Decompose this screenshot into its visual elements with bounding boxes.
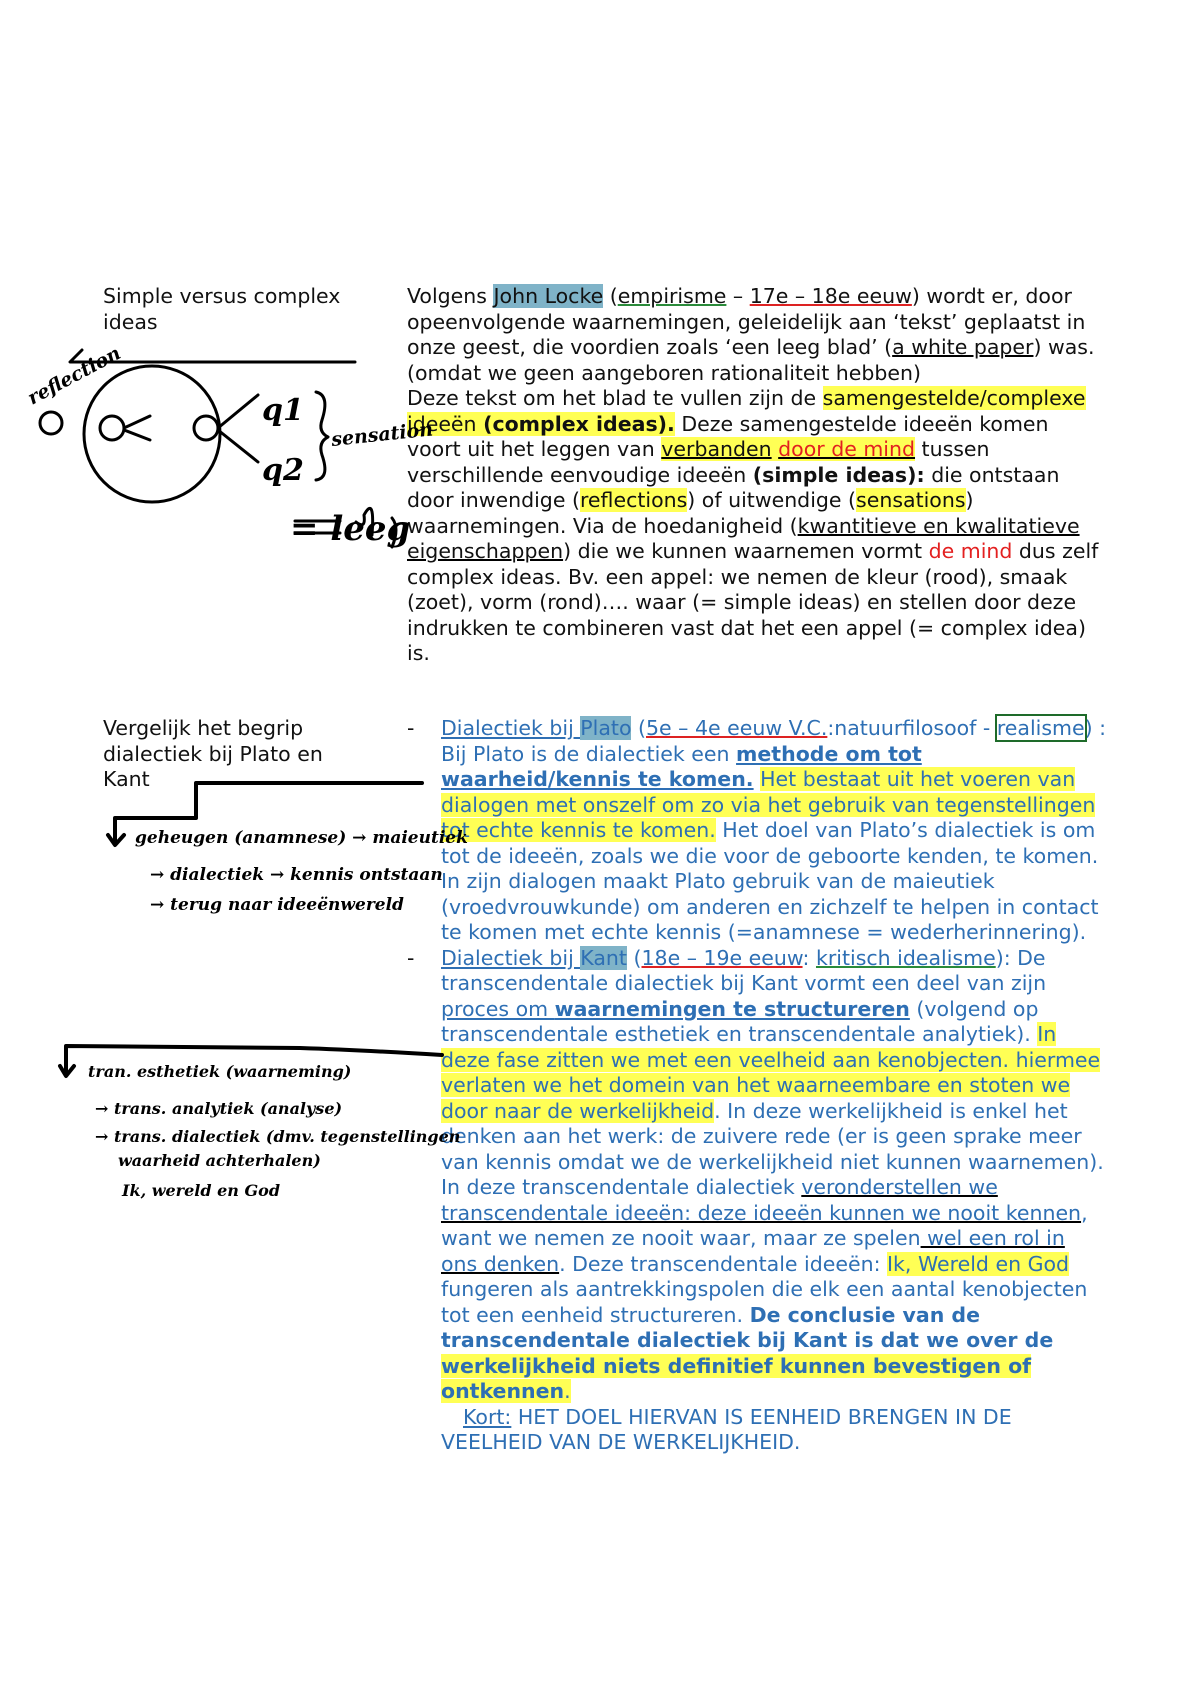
- kant-note-2: → trans. analytiek (analyse): [95, 1099, 343, 1118]
- kant-note-5: Ik, wereld en God: [122, 1181, 281, 1200]
- q2-ink: q2: [262, 453, 304, 488]
- plato-note-2: → dialectiek → kennis ontstaan: [150, 865, 443, 885]
- q1-ink: q1: [262, 393, 304, 428]
- sensation-ink: sensation: [330, 418, 435, 451]
- kant-note-4: waarheid achterhalen): [118, 1151, 321, 1170]
- section-label-simple-complex: Simple versus complex ideas: [103, 284, 341, 334]
- kant-notes: [88, 1062, 460, 1200]
- mind-circle: [84, 366, 220, 502]
- kant-note-1: tran. esthetiek (waarneming): [88, 1062, 352, 1081]
- plato-note-3: → terug naar ideeënwereld: [150, 895, 404, 915]
- kant-note-3: → trans. dialectiek (dmv. tegenstellingen: [95, 1127, 461, 1146]
- john-locke-highlight: John Locke: [493, 284, 604, 308]
- kort-summary: Kort: HET DOEL HIERVAN IS EENHEID BRENGEN IN DE VEELHEID VAN DE WERKELIJKHEID.: [441, 1404, 1012, 1454]
- list-item-plato: - Dialectiek bij Plato (5e – 4e eeuw V.C.:natuurfilosoof - realisme) : Bij Plato is de dialectiek een methode om tot waarheid/kennis te komen. Het bestaat uit het voeren van dialogen met onszelf om zo via het gebruik van tegenstellingen tot echte kennis te komen. Het doel van Plato’s dialectiek is om tot de ideeën, zoals we die voor de geboorte kenden, te komen. In zijn dialogen maakt Plato gebruik van de maieutiek (vroedvrouwkunde) om anderen en zichzelf te helpen in contact te komen met echte kennis (=anamnese = wederherinnering).: [407, 716, 1107, 944]
- plato-note-1: geheugen (anamnese) → maieutiek: [135, 828, 468, 848]
- inner-circle: [100, 416, 124, 440]
- section-label-dialectiek: Vergelijk het begrip dialectiek bij Plato en Kant: [103, 716, 323, 791]
- plato-notes: [135, 828, 468, 915]
- reflection-ink: reflection: [24, 342, 125, 410]
- leeg-ink: = leeg: [290, 509, 411, 549]
- reflection-circle: [40, 412, 62, 434]
- locke-paragraph: Volgens John Locke (empirisme – 17e – 18e eeuw) wordt er, door opeenvolgende waarnemingen, geleidelijk aan ‘tekst’ geplaatst in onze geest, die voordien zoals ‘een leeg blad’ (a white paper) was. (omdat we geen aangeboren rationaliteit hebben) Deze tekst om het blad te vullen zijn de samengestelde/complexe ideeën (complex ideas). Deze samengestelde ideeën komen voort uit het leggen van verbanden door de mind tussen verschillende eenvoudige ideeën (simple ideas): die ontstaan door inwendige (reflections) of uitwendige (sensations) waarnemingen. Via de hoedanigheid (kwantitieve en kwalitatieve eigenschappen) die we kunnen waarnemen vormt de mind dus zelf complex ideas. Bv. een appel: we nemen de kleur (rood), smaak (zoet), vorm (rond)…. waar (= simple ideas) en stellen door deze indrukken te combineren vast dat het een appel (= complex idea) is.: [407, 284, 1099, 665]
- sensation-circle: [194, 416, 218, 440]
- list-item-kant: - Dialectiek bij Kant (18e – 19e eeuw: kritisch idealisme): De transcendentale dialectiek bij Kant vormt een deel van zijn proces om waarnemingen te structureren (volgend op transcendentale esthetiek en transcendentale analytiek). In deze fase zitten we met een veelheid aan kenobjecten. hiermee verlaten we het domein van het waarneembare en stoten we door naar de werkelijkheid. In deze werkelijkheid is enkel het denken aan het werk: de zuivere rede (er is geen sprake meer van kennis omdat we de werkelijkheid niet kunnen waarnemen). In deze transcendentale dialectiek veronderstellen we transcendentale ideeën: deze ideeën kunnen we nooit kennen, want we nemen ze nooit waar, maar ze spelen wel een rol in ons denken. Deze transcendentale ideeën: Ik, Wereld en God fungeren als aantrekkingspolen die elk een aantal kenobjecten tot een eenheid structureren. De conclusie van de transcendentale dialectiek bij Kant is dat we over de werkelijkheid niets definitief kunnen bevestigen of ontkennen.: [407, 945, 1104, 1403]
